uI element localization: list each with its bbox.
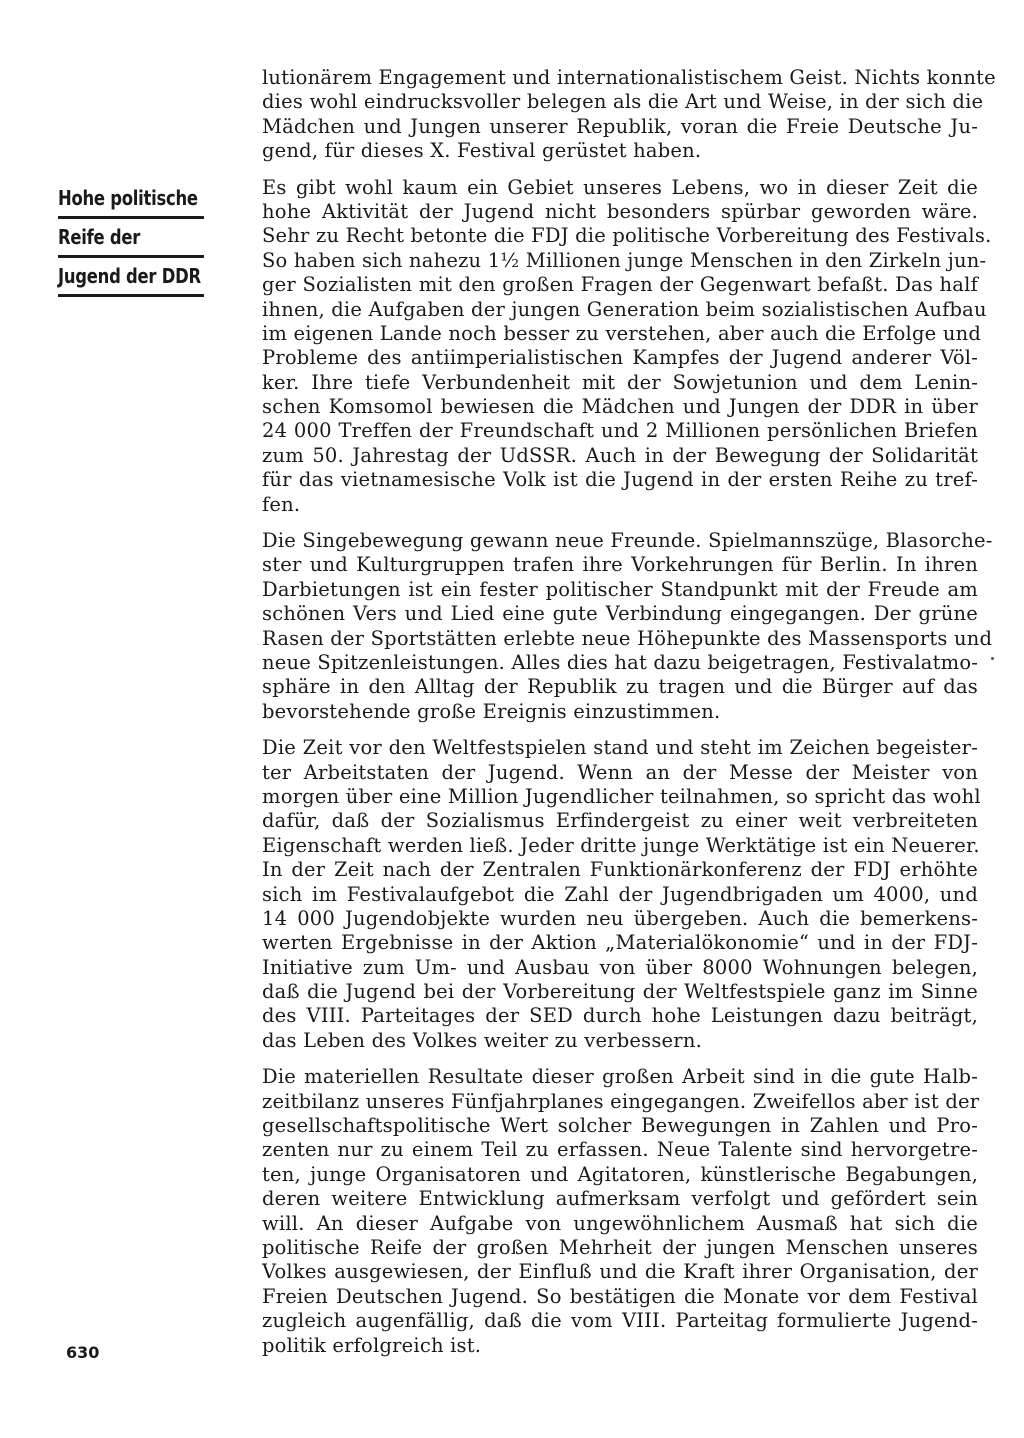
text-line: gesellschaftspolitische Wert solcher Bewegungen in Zahlen und Pro- — [262, 1114, 978, 1138]
text-line: zeitbilanz unseres Fünfjahrplanes eingegangen. Zweifellos aber ist der — [262, 1089, 980, 1113]
text-line: Rasen der Sportstätten erlebte neue Höhepunkte des Massensports und — [262, 626, 993, 650]
text-line: sich im Festivalaufgebot die Zahl der Jugendbrigaden um 4000, und — [262, 882, 978, 906]
margin-heading-line: Reife der — [58, 223, 204, 258]
scan-speck — [991, 657, 994, 660]
text-line: neue Spitzenleistungen. Alles dies hat dazu beigetragen, Festivalatmo- — [262, 650, 979, 674]
text-line: Freien Deutschen Jugend. So bestätigen die Monate vor dem Festival — [262, 1284, 978, 1308]
text-line: werten Ergebnisse in der Aktion „Materialökonomie“ und in der FDJ- — [262, 931, 978, 955]
text-line: fen. — [262, 492, 301, 516]
text-line: sphäre in den Alltag der Republik zu tragen und die Bürger auf das — [262, 675, 978, 699]
text-line: zugleich augenfällig, daß die vom VIII. Parteitag formulierte Jugend- — [262, 1309, 978, 1333]
text-line: gend, für dieses X. Festival gerüstet haben. — [262, 139, 702, 163]
text-line: zum 50. Jahrestag der UdSSR. Auch in der Bewegung der Solidarität — [262, 443, 978, 467]
text-line: schen Komsomol bewiesen die Mädchen und Jungen der DDR in über — [262, 395, 978, 419]
text-line: will. An dieser Aufgabe von ungewöhnlichem Ausmaß hat sich die — [262, 1211, 978, 1235]
text-line: Mädchen und Jungen unserer Republik, voran die Freie Deutsche Ju- — [262, 114, 978, 138]
text-line: 24 000 Treffen der Freundschaft und 2 Millionen persönlichen Briefen — [262, 419, 978, 443]
paragraph — [262, 736, 981, 1053]
margin-heading — [58, 184, 236, 301]
margin-heading-line: Jugend der DDR — [58, 262, 204, 297]
text-line: zenten nur zu einem Teil zu erfassen. Neue Talente sind hervorgetre- — [262, 1138, 978, 1162]
text-line: Die Singebewegung gewann neue Freunde. Spielmannszüge, Blasorche- — [262, 529, 993, 553]
text-line: ihnen, die Aufgaben der jungen Generation beim sozialistischen Aufbau — [262, 297, 987, 321]
text-line: Eigenschaft werden ließ. Jeder dritte junge Werktätige ist ein Neuerer. — [262, 833, 980, 857]
text-line: Es gibt wohl kaum ein Gebiet unseres Lebens, wo in dieser Zeit die — [262, 175, 978, 199]
text-line: hohe Aktivität der Jugend nicht besonders spürbar geworden wäre. — [262, 199, 978, 223]
text-line: ster und Kulturgruppen trafen ihre Vorkehrungen für Berlin. In ihren — [262, 553, 978, 577]
paragraph — [262, 529, 993, 724]
text-line: bevorstehende große Ereignis einzustimmen. — [262, 699, 721, 723]
text-line: ger Sozialisten mit den großen Fragen der Gegenwart befaßt. Das half — [262, 273, 978, 297]
text-line: ter Arbeitstaten der Jugend. Wenn an der Messe der Meister von — [262, 760, 978, 784]
text-line: 14 000 Jugendobjekte wurden neu übergeben. Auch die bemerkens- — [262, 906, 978, 930]
text-line: daß die Jugend bei der Vorbereitung der Weltfestspiele ganz im Sinne — [262, 980, 978, 1004]
text-line: deren weitere Entwicklung aufmerksam verfolgt und gefördert sein — [262, 1187, 978, 1211]
text-line: Probleme des antiimperialistischen Kampfes der Jugend anderer Völ- — [262, 346, 978, 370]
text-line: für das vietnamesische Volk ist die Jugend in der ersten Reihe zu tref- — [262, 468, 978, 492]
text-line: In der Zeit nach der Zentralen Funktionärkonferenz der FDJ erhöhte — [262, 858, 978, 882]
text-line: ker. Ihre tiefe Verbundenheit mit der Sowjetunion und dem Lenin- — [262, 370, 978, 394]
text-line: politik erfolgreich ist. — [262, 1333, 482, 1357]
text-line: des VIII. Parteitages der SED durch hohe Leistungen dazu beiträgt, — [262, 1004, 978, 1028]
text-line: schönen Vers und Lied eine gute Verbindung eingegangen. Der grüne — [262, 602, 978, 626]
body-text-column — [262, 66, 996, 1370]
text-line: Sehr zu Recht betonte die FDJ die politische Vorbereitung des Festivals. — [262, 224, 992, 248]
text-line: politische Reife der großen Mehrheit der jungen Menschen unseres — [262, 1235, 978, 1259]
page-number: 630 — [66, 1343, 100, 1362]
text-line: das Leben des Volkes weiter zu verbessern. — [262, 1028, 702, 1052]
text-line: Initiative zum Um- und Ausbau von über 8000 Wohnungen belegen, — [262, 955, 978, 979]
text-line: lutionärem Engagement und internationalistischem Geist. Nichts konnte — [262, 66, 996, 89]
text-line: Die materiellen Resultate dieser großen Arbeit sind in die gute Halb- — [262, 1065, 978, 1089]
text-line: Die Zeit vor den Weltfestspielen stand und steht im Zeichen begeister- — [262, 736, 978, 760]
text-line: morgen über eine Million Jugendlicher teilnahmen, so spricht das wohl — [262, 784, 981, 808]
paragraph — [262, 1065, 978, 1358]
margin-heading-line: Hohe politische — [58, 184, 204, 219]
text-line: Volkes ausgewiesen, der Einfluß und die Kraft ihrer Organisation, der — [262, 1260, 978, 1284]
text-line: Darbietungen ist ein fester politischer Standpunkt mit der Freude am — [262, 577, 978, 601]
text-line: So haben sich nahezu 1½ Millionen junge Menschen in den Zirkeln jun- — [262, 248, 987, 272]
text-line: im eigenen Lande noch besser zu verstehen, aber auch die Erfolge und — [262, 321, 982, 345]
text-line: ten, junge Organisatoren und Agitatoren, künstlerische Begabungen, — [262, 1162, 978, 1186]
text-line: dafür, daß der Sozialismus Erfindergeist zu einer weit verbreiteten — [262, 809, 978, 833]
text-line: dies wohl eindrucksvoller belegen als die Art und Weise, in der sich die — [262, 90, 984, 114]
paragraph — [262, 66, 996, 164]
paragraph — [262, 175, 992, 517]
